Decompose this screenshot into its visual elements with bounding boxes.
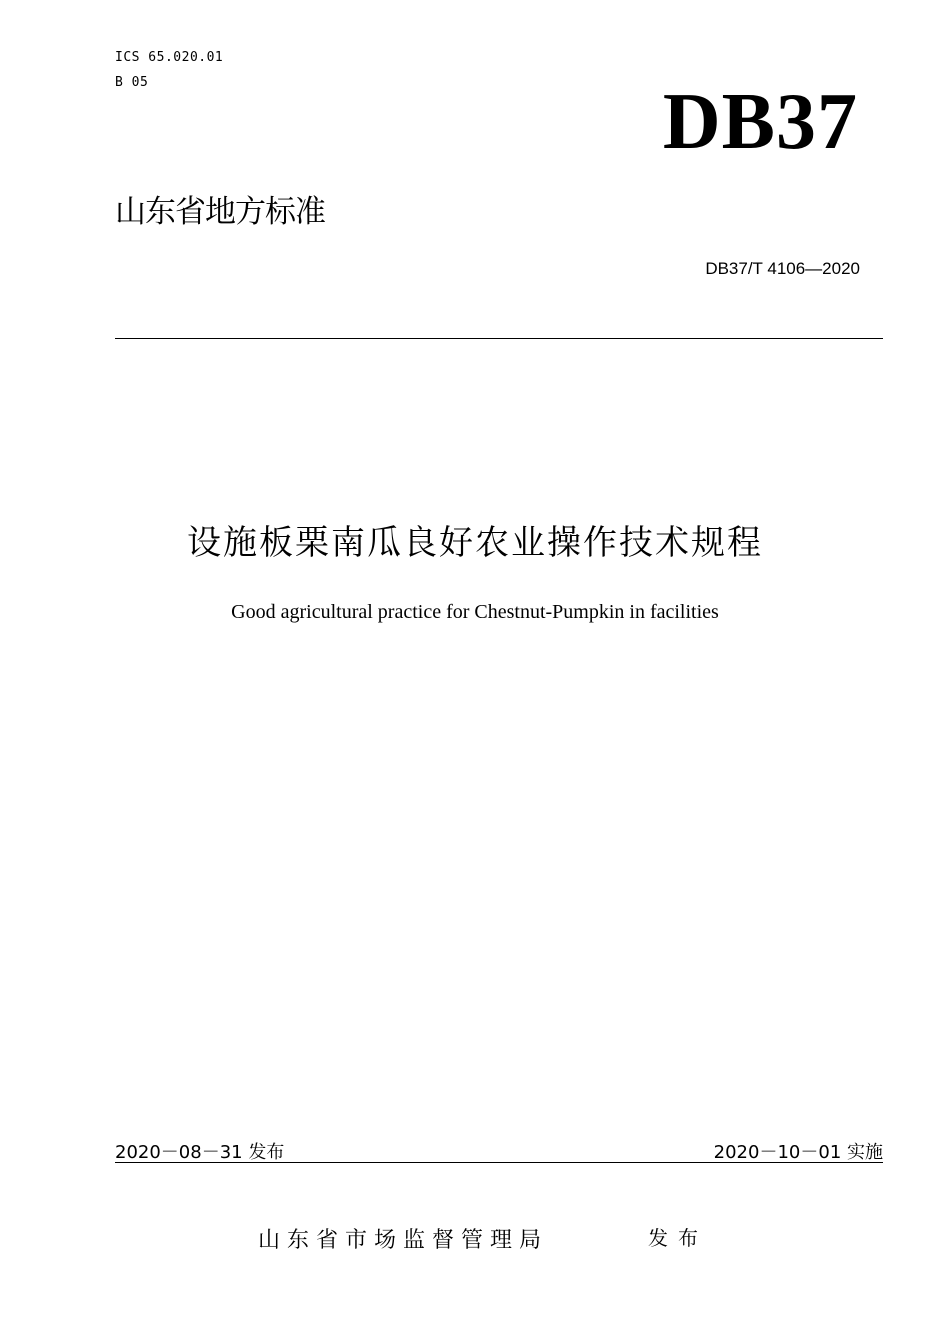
ccs-code: B 05 <box>115 75 149 90</box>
issue-date: 2020－08－31 发布 <box>115 1142 285 1163</box>
standard-logo: DB37 <box>662 78 858 166</box>
implementation-date: 2020－10－01 实施 <box>713 1142 883 1163</box>
title-chinese: 设施板栗南瓜良好农业操作技术规程 <box>187 523 763 563</box>
top-divider <box>115 338 883 339</box>
issue-label: 发布 <box>648 1226 708 1250</box>
issuing-authority: 山东省市场监督管理局 <box>258 1228 549 1253</box>
bottom-divider <box>115 1162 883 1163</box>
ics-code: ICS 65.020.01 <box>115 50 224 65</box>
standard-type: 山东省地方标准 <box>115 194 325 230</box>
title-english: Good agricultural practice for Chestnut-Pumpkin in facilities <box>231 601 719 623</box>
standard-number: DB37/T 4106—2020 <box>705 259 860 278</box>
